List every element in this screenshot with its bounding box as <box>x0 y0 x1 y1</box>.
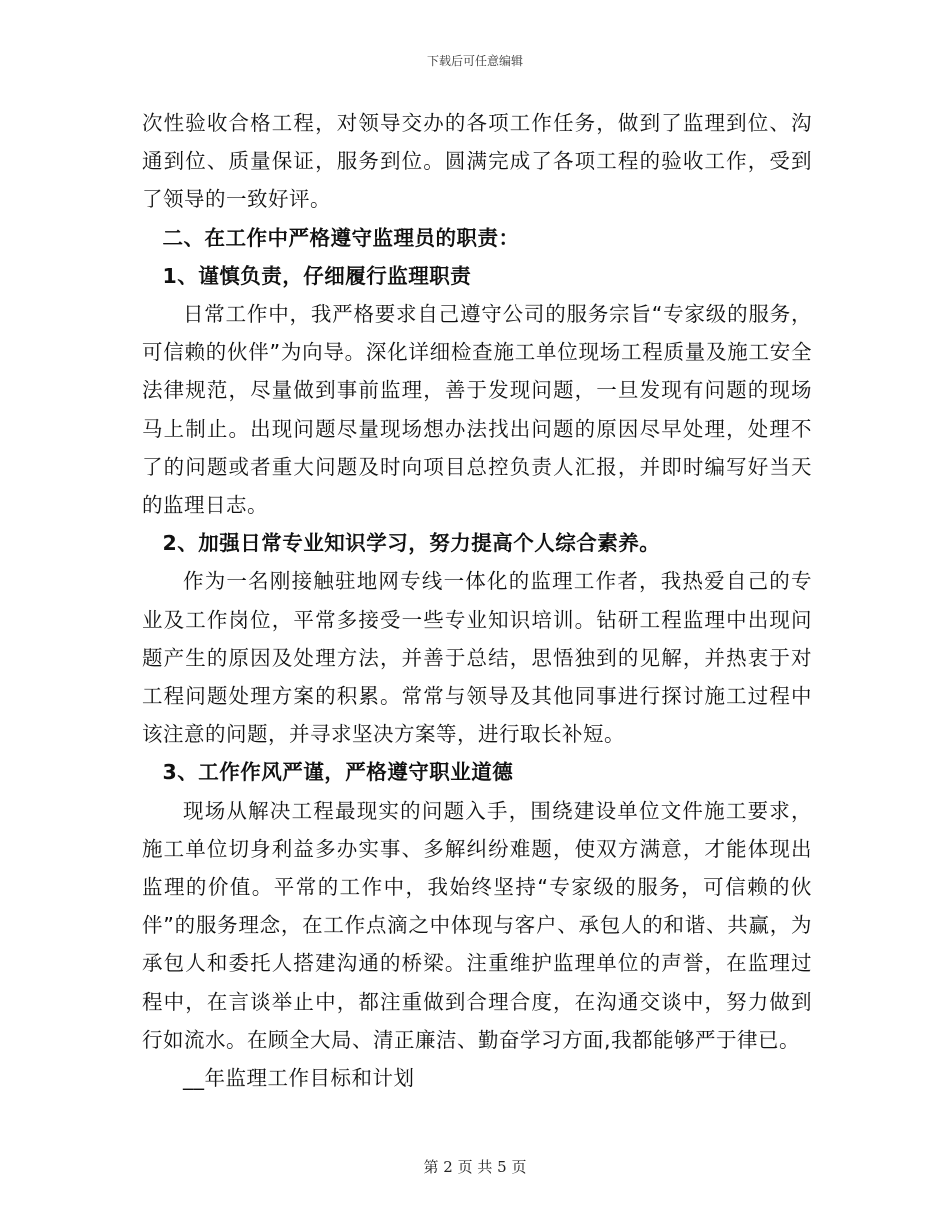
plan-title: __年监理工作目标和计划 <box>183 1066 415 1091</box>
page-header: 下载后可任意编辑 <box>426 54 523 68</box>
paragraph-2: 作为一名刚接触驻地网专线一体化的监理工作者，我热爱自己的专业及工作岗位，平常多接受一些专业知识培训。钻研工程监理中出现问题产生的原因及处理方法，并善于总结，思悟独到的见解，并热衷于对工程问题处理方案的积累。常常与领导及其他同事进行探讨施工过程中该注意的问题，并寻求坚决方案等，进行取长补短。 <box>142 569 812 747</box>
page-footer: 第 2 页 共 5 页 <box>423 1158 527 1176</box>
paragraph-1: 日常工作中，我严格要求自己遵守公司的服务宗旨“专家级的服务，可信赖的伙伴”为向导。深化详细检查施工单位现场工程质量及施工安全法律规范，尽量做到事前监理，善于发现问题，一旦发现有问题的现场马上制止。出现问题尽量现场想办法找出问题的原因尽早处理，处理不了的问题或者重大问题及时向项目总控负责人汇报，并即时编写好当天的监理日志。 <box>142 302 812 518</box>
subheading-2: 2、加强日常专业知识学习，努力提高个人综合素养。 <box>162 531 661 556</box>
paragraph-continuation: 次性验收合格工程，对领导交办的各项工作任务，做到了监理到位、沟通到位、质量保证，服务到位。圆满完成了各项工程的验收工作，受到了领导的一致好评。 <box>142 111 812 212</box>
section-heading: 二、在工作中严格遵守监理员的职责： <box>162 225 520 250</box>
subheading-1: 1、谨慎负责，仔细履行监理职责 <box>162 263 472 288</box>
subheading-3: 3、工作作风严谨，严格遵守职业道德 <box>162 760 514 785</box>
document-body <box>142 104 812 1097</box>
paragraph-3: 现场从解决工程最现实的问题入手，围绕建设单位文件施工要求，施工单位切身利益多办实事、多解纠纷难题，使双方满意，才能体现出监理的价值。平常的工作中，我始终坚持“专家级的服务，可信赖的伙伴”的服务理念，在工作点滴之中体现与客户、承包人的和谐、共赢，为承包人和委托人搭建沟通的桥梁。注重维护监理单位的声誉，在监理过程中，在言谈举止中，都注重做到合理合度，在沟通交谈中，努力做到行如流水。在顾全大局、清正廉洁、勤奋学习方面,我都能够严于律已。 <box>142 798 812 1052</box>
